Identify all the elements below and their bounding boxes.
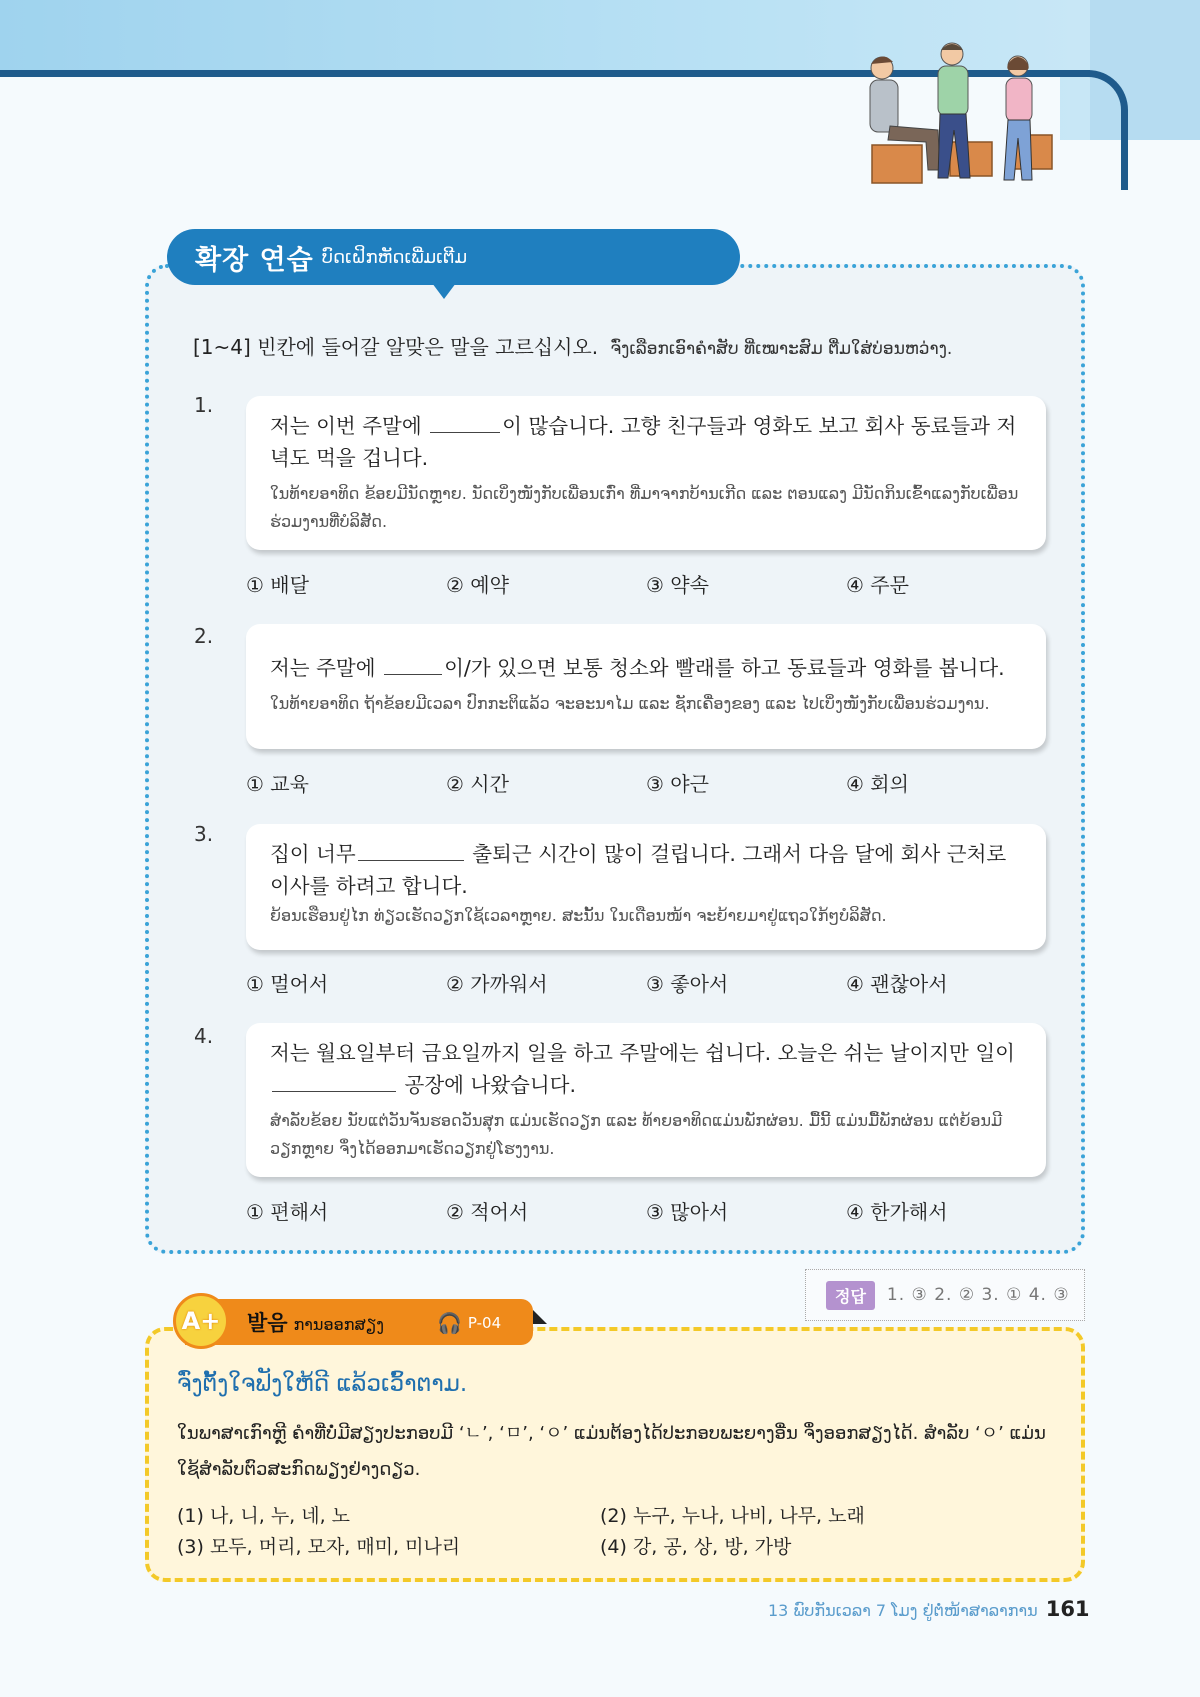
- audio-track[interactable]: [437, 1311, 501, 1335]
- options-row: [246, 1196, 1046, 1226]
- question-text: 집이 너무 출퇴근 시간이 많이 걸립니다. 그래서 다음 달에 회사 근처로 이사를 하려고 합니다.: [270, 842, 1007, 898]
- header-rule-curve: [1060, 70, 1128, 190]
- question-card: [246, 624, 1046, 749]
- chapter-title: 13 ພົບກັນເວລາ 7 ໂມງ ຢູ່ຕໍ່ໜ້າສາລາການ: [768, 1601, 1038, 1620]
- track-label: P-04: [467, 1314, 502, 1332]
- answer-label: 정답: [826, 1281, 875, 1310]
- pronunciation-item: (1) 나, 니, 누, 네, 노: [177, 1505, 351, 1527]
- section-tab: [167, 229, 740, 285]
- options-row: [246, 569, 1046, 599]
- instruction-lo: ຈົ່ງເລືອກເອົາຄຳສັບ ທີ່ເໝາະສົມ ຕື່ມໃສ່ບ່ອນຫວ່າງ.: [610, 339, 953, 359]
- section-subtitle: ບົດເຝິກຫັດເພີ່ມເຕີມ: [321, 246, 468, 268]
- page-number: 161: [1045, 1597, 1090, 1621]
- question-text: 저는 주말에 이/가 있으면 보통 청소와 빨래를 하고 동료들과 영화를 봅니다.: [270, 656, 1005, 680]
- answer-text: 1. ③ 2. ② 3. ① 4. ③: [886, 1285, 1070, 1305]
- pronunciation-item: (4) 강, 공, 상, 방, 가방: [600, 1536, 792, 1558]
- option[interactable]: ① 멀어서: [246, 972, 329, 996]
- instruction: [193, 331, 952, 360]
- pronunciation-tab: [181, 1299, 533, 1345]
- page-footer: [768, 1597, 1090, 1621]
- question-translation: ໃນທ້າຍອາທິດ ຂ້ອຍມີນັດຫຼາຍ. ນັດເບິ່ງໜັງກັບເພື່ອນເກົ່າ ທີ່ມາຈາກບ້ານເກີດ ແລະ ຕອນແລງ ມີນັດກິນເຂົ້າແລງກັບເພື່ອນຮ່ວມງານທີ່ບໍລິສັດ.: [270, 484, 1019, 531]
- answer-blank: [430, 413, 500, 433]
- option[interactable]: ④ 괜찮아서: [846, 972, 948, 996]
- question-text: 저는 이번 주말에 이 많습니다. 고향 친구들과 영화도 보고 회사 동료들과 저녁도 먹을 겁니다.: [270, 414, 1017, 470]
- pronunciation-title: 발음 ການອອກສຽງ: [247, 1311, 385, 1335]
- section-title: 확장 연습: [195, 244, 314, 276]
- pronunciation-heading: ຈົ່ງຕັ້ງໃຈຟັງໃຫ້ດີ ແລ້ວເວົ້າຕາມ.: [177, 1371, 468, 1397]
- pronunciation-item: (3) 모두, 머리, 모자, 매미, 미나리: [177, 1536, 461, 1558]
- tab-corner-fold: [533, 1310, 547, 1324]
- question-card: [246, 1023, 1046, 1177]
- option[interactable]: ③ 약속: [646, 573, 709, 597]
- answer-key: [805, 1269, 1085, 1321]
- option[interactable]: ③ 야근: [646, 772, 709, 796]
- option[interactable]: ④ 주문: [846, 573, 909, 597]
- people-chatting-illustration: [860, 30, 1060, 190]
- question-translation: ຍ້ອນເຮືອນຢູ່ໄກ ທ່ຽວເຮັດວຽກໃຊ້ເວລາຫຼາຍ. ສະນັ້ນ ໃນເດືອນໜ້າ ຈະຍ້າຍມາຢູ່ແຖວໃກ້ໆບໍລິສັດ.: [270, 906, 887, 925]
- option[interactable]: ② 가까워서: [446, 972, 548, 996]
- option[interactable]: ④ 회의: [846, 772, 909, 796]
- option[interactable]: ① 편해서: [246, 1200, 329, 1224]
- option[interactable]: ② 예약: [446, 573, 509, 597]
- option[interactable]: ② 적어서: [446, 1200, 529, 1224]
- question-number: 4.: [194, 1024, 214, 1048]
- question-translation: ສຳລັບຂ້ອຍ ນັບແຕ່ວັນຈັນຮອດວັນສຸກ ແມ່ນເຮັດວຽກ ແລະ ທ້າຍອາທິດແມ່ນພັກຜ່ອນ. ມື້ນີ້ ແມ່ນມື້ພັກຜ່ອນ ແຕ່ຍ້ອນມີວຽກຫຼາຍ ຈຶ່ງໄດ້ອອກມາເຮັດວຽກຢູ່ໂຮງງານ.: [270, 1111, 1003, 1158]
- option[interactable]: ① 배달: [246, 573, 309, 597]
- headphones-icon: 🎧: [437, 1311, 462, 1335]
- answer-blank: [358, 841, 464, 861]
- apple-grade-icon: A+: [173, 1293, 229, 1349]
- question-text: 저는 월요일부터 금요일까지 일을 하고 주말에는 쉽니다. 오늘은 쉬는 날이지만 일이 공장에 나왔습니다.: [270, 1041, 1015, 1097]
- question-card: [246, 396, 1046, 550]
- question-number: 3.: [194, 822, 214, 846]
- answer-blank: [384, 655, 442, 675]
- question-card: [246, 824, 1046, 950]
- instruction-ko: [1~4] 빈칸에 들어갈 알맞은 말을 고르십시오.: [193, 335, 599, 359]
- question-number: 2.: [194, 624, 214, 648]
- option[interactable]: ② 시간: [446, 772, 509, 796]
- option[interactable]: ④ 한가해서: [846, 1200, 948, 1224]
- pronunciation-item: (2) 누구, 누나, 나비, 나무, 노래: [600, 1505, 865, 1527]
- answer-blank: [272, 1072, 396, 1092]
- option[interactable]: ③ 좋아서: [646, 972, 729, 996]
- options-row: [246, 768, 1046, 798]
- question-translation: ໃນທ້າຍອາທິດ ຖ້າຂ້ອຍມີເວລາ ປົກກະຕິແລ້ວ ຈະອະນາໄມ ແລະ ຊັກເຄື່ອງຂອງ ແລະ ໄປເບິ່ງໜັງກັບເພື່ອນຮ່ວມງານ.: [270, 694, 990, 713]
- pronunciation-description: ໃນພາສາເກົາຫຼີ ຄຳທີ່ບໍ່ມີສຽງປະກອບມີ ‘ㄴ’, ‘ㅁ’, ‘ㅇ’ ແມ່ນຕ້ອງໄດ້ປະກອບພະຍາງອື່ນ ຈຶ່ງອອກສຽງໄດ້. ສຳລັບ ‘ㅇ’ ແມ່ນໃຊ້ສຳລັບຕົວສະກົດພຽງຢ່າງດຽວ.: [177, 1423, 1046, 1480]
- option[interactable]: ③ 많아서: [646, 1200, 729, 1224]
- options-row: [246, 968, 1046, 998]
- option[interactable]: ① 교육: [246, 772, 309, 796]
- section-tab-pointer: [432, 283, 456, 299]
- question-number: 1.: [194, 393, 214, 417]
